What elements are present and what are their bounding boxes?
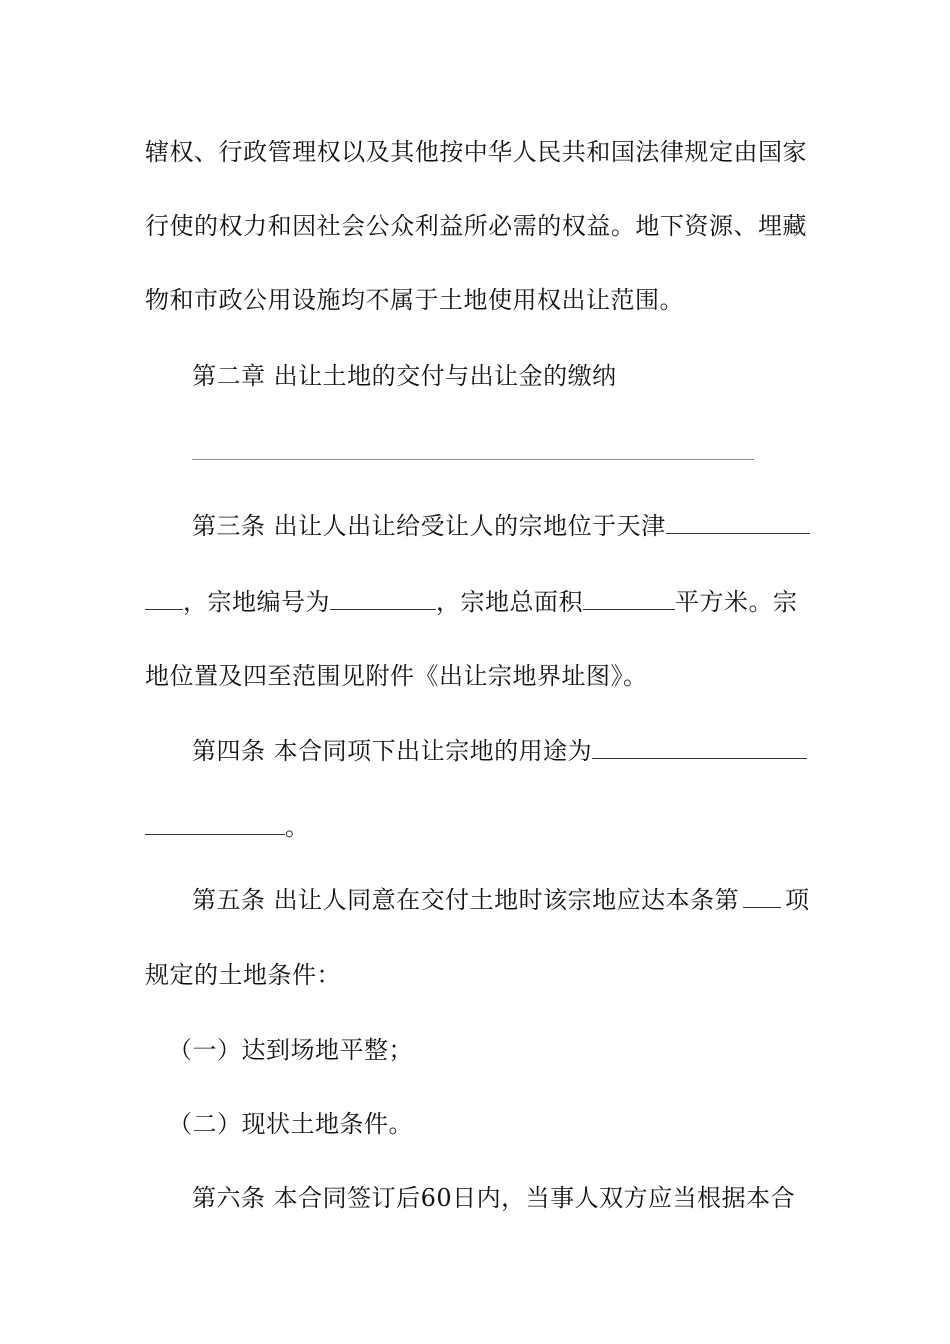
parcel-area-label: ，宗地总面积: [436, 588, 583, 616]
article-5-text-end: 项: [785, 886, 810, 914]
chapter-heading: 第二章 出让土地的交付与出让金的缴纳: [192, 362, 617, 390]
article-4-text: 第四条 本合同项下出让宗地的用途为: [192, 737, 593, 765]
separator-line: [192, 459, 754, 460]
list-item: （二）现状土地条件。: [168, 1110, 413, 1138]
article-6-line-1: 第六条 本合同签订后60日内，当事人双方应当根据本合: [192, 1184, 796, 1212]
article-5-line-1: [192, 885, 810, 915]
paragraph-line: 物和市政公用设施均不属于土地使用权出让范围。: [145, 286, 684, 314]
article-3-text: 第三条 出让人出让给受让人的宗地位于天津: [192, 512, 666, 540]
paragraph-line: 辖权、行政管理权以及其他按中华人民共和国法律规定由国家: [145, 138, 807, 166]
parcel-number-blank: [330, 587, 436, 610]
parcel-number-label: ，宗地编号为: [183, 588, 330, 616]
list-item: （一）达到场地平整；: [168, 1036, 413, 1064]
area-unit-text: 平方米。宗: [675, 588, 798, 616]
article-5-text: 第五条 出让人同意在交付土地时该宗地应达本条第: [192, 886, 740, 914]
article-4-line-1: [192, 736, 807, 766]
location-blank: [666, 511, 810, 534]
article-3-line-2: [145, 587, 807, 617]
article-4-end: 。: [285, 813, 310, 841]
article-3-line-1: [192, 511, 807, 541]
land-use-blank-cont: [145, 812, 285, 835]
paragraph-line: 行使的权力和因社会公众利益所必需的权益。地下资源、埋藏: [145, 212, 807, 240]
item-number-blank: [743, 885, 781, 908]
article-3-line-3: 地位置及四至范围见附件《出让宗地界址图》。: [145, 662, 648, 690]
article-4-line-2: [145, 812, 807, 842]
article-5-line-2: 规定的土地条件：: [145, 961, 341, 989]
parcel-area-blank: [583, 587, 675, 610]
location-blank-cont: [145, 587, 183, 610]
land-use-blank: [592, 736, 807, 759]
